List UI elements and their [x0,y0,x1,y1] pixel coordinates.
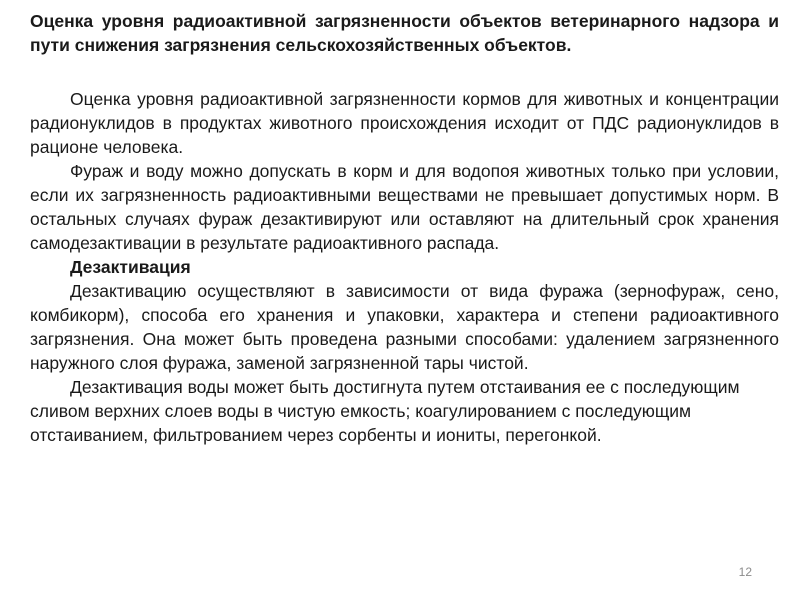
page-number: 12 [738,565,752,579]
body-paragraph-assessment: Оценка уровня радиоактивной загрязненности кормов для животных и концентрации радионуклидов в продуктах животного происхождения исходит от ПДС радионуклидов в рационе человека. [30,89,779,157]
slide-title: Оценка уровня радиоактивной загрязненности объектов ветеринарного надзора и пути снижения загрязнения сельскохозяйственных объектов. [30,11,779,55]
body-paragraph-feed-water: Фураж и воду можно допускать в корм и для водопоя животных только при условии, если их загрязненность радиоактивными веществами не превышает допустимых норм. В остальных случаях фураж дезактивируют или оставляют на длительный срок хранения самодезактивации в результате радиоактивного распада. [30,161,779,253]
section-heading-decontamination: Дезактивация [70,257,191,277]
body-paragraph-decontamination-methods: Дезактивацию осуществляют в зависимости от вида фуража (зернофураж, сено, комбикорм), способа его хранения и упаковки, характера и степени радиоактивного загрязнения. Она может быть проведена разными способами: удалением загрязненного наружного слоя фуража, заменой загрязненной тары чистой. [30,281,779,373]
body-paragraph-water-decontamination: Дезактивация воды может быть достигнута путем отстаивания ее с последующим сливом верхних слоев воды в чистую емкость; коагулированием с последующим отстаиванием, фильтрованием через сорбенты и иониты, перегонкой. [30,377,740,445]
slide-body [30,87,779,447]
